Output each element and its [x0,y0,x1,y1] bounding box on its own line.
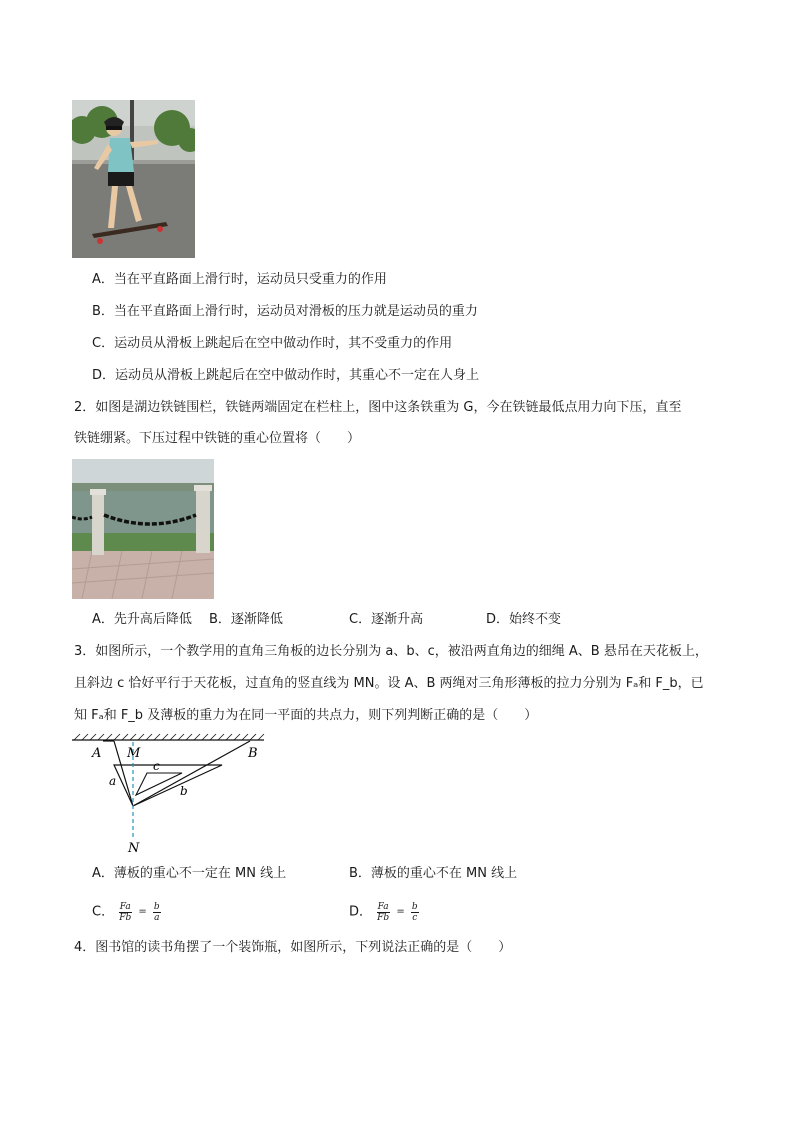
q3-stem-line2: 且斜边 c 恰好平行于天花板，过直角的竖直线为 MN。设 A、B 两绳对三角形薄板的拉力分别为 Fₐ和 F_b，已 [74,676,704,691]
skateboarder-photo [72,100,195,258]
fraction-denominator: Fb [377,912,390,923]
q3-stem-line1: 3．如图所示，一个教学用的直角三角板的边长分别为 a、b、c，被沿两直角边的细绳 A、B 悬吊在天花板上， [74,644,708,659]
label-n-point: N [128,841,140,855]
q3-option-b: B．薄板的重心不在 MN 线上 [349,866,518,881]
q2-option-a: A．先升高后降低 [92,612,192,627]
q3-option-c-rhs-fraction [153,902,161,923]
equals-sign: = [138,906,147,917]
q3-option-a: A．薄板的重心不一定在 MN 线上 [92,866,287,881]
q3-stem-line3: 知 Fₐ和 F_b 及薄板的重力为在同一平面的共点力，则下列判断正确的是（ ） [74,708,538,723]
q3-option-c-lhs-fraction [118,902,132,923]
fraction-denominator: c [412,912,418,923]
triangle-diagram-svg [72,733,272,855]
chain-fence-photo [72,459,214,599]
q2-option-b: B．逐渐降低 [209,612,283,627]
fraction-denominator: a [154,912,160,923]
label-c-side: c [153,759,160,773]
q2-option-d: D．始终不变 [486,612,562,627]
fraction-numerator: b [153,901,160,912]
q1-option-b: B．当在平直路面上滑行时，运动员对滑板的压力就是运动员的重力 [92,304,478,319]
label-b-point: B [248,746,258,761]
q1-option-a: A．当在平直路面上滑行时，运动员只受重力的作用 [92,272,387,287]
fraction-numerator: Fa [119,901,131,912]
q3-option-c [92,897,161,927]
label-a-side: a [109,774,117,788]
label-b-side: b [180,784,188,798]
fraction-denominator: Fb [119,912,132,923]
q3-option-c-prefix: C． [92,904,115,920]
q4-stem: 4．图书馆的读书角摆了一个装饰瓶，如图所示，下列说法正确的是（ ） [74,940,512,955]
q1-option-d: D．运动员从滑板上跳起后在空中做动作时，其重心不一定在人身上 [92,368,480,383]
q3-option-d-rhs-fraction [411,902,419,923]
q2-option-c: C．逐渐升高 [349,612,424,627]
label-a-point: A [92,746,102,761]
label-m-point: M [127,746,141,761]
q1-option-c: C．运动员从滑板上跳起后在空中做动作时，其不受重力的作用 [92,336,453,351]
q3-option-d [349,897,419,927]
q2-stem-line2: 铁链绷紧。下压过程中铁链的重心位置将（ ） [74,431,361,446]
q3-option-d-prefix: D． [349,904,373,920]
equals-sign: = [396,906,405,917]
fraction-numerator: b [411,901,418,912]
fraction-numerator: Fa [377,901,389,912]
q2-stem-line1: 2．如图是湖边铁链围栏，铁链两端固定在栏柱上，图中这条铁重为 G，今在铁链最低点用力向下压，直至 [74,400,682,415]
triangle-diagram [72,733,272,855]
q3-option-d-lhs-fraction [376,902,390,923]
